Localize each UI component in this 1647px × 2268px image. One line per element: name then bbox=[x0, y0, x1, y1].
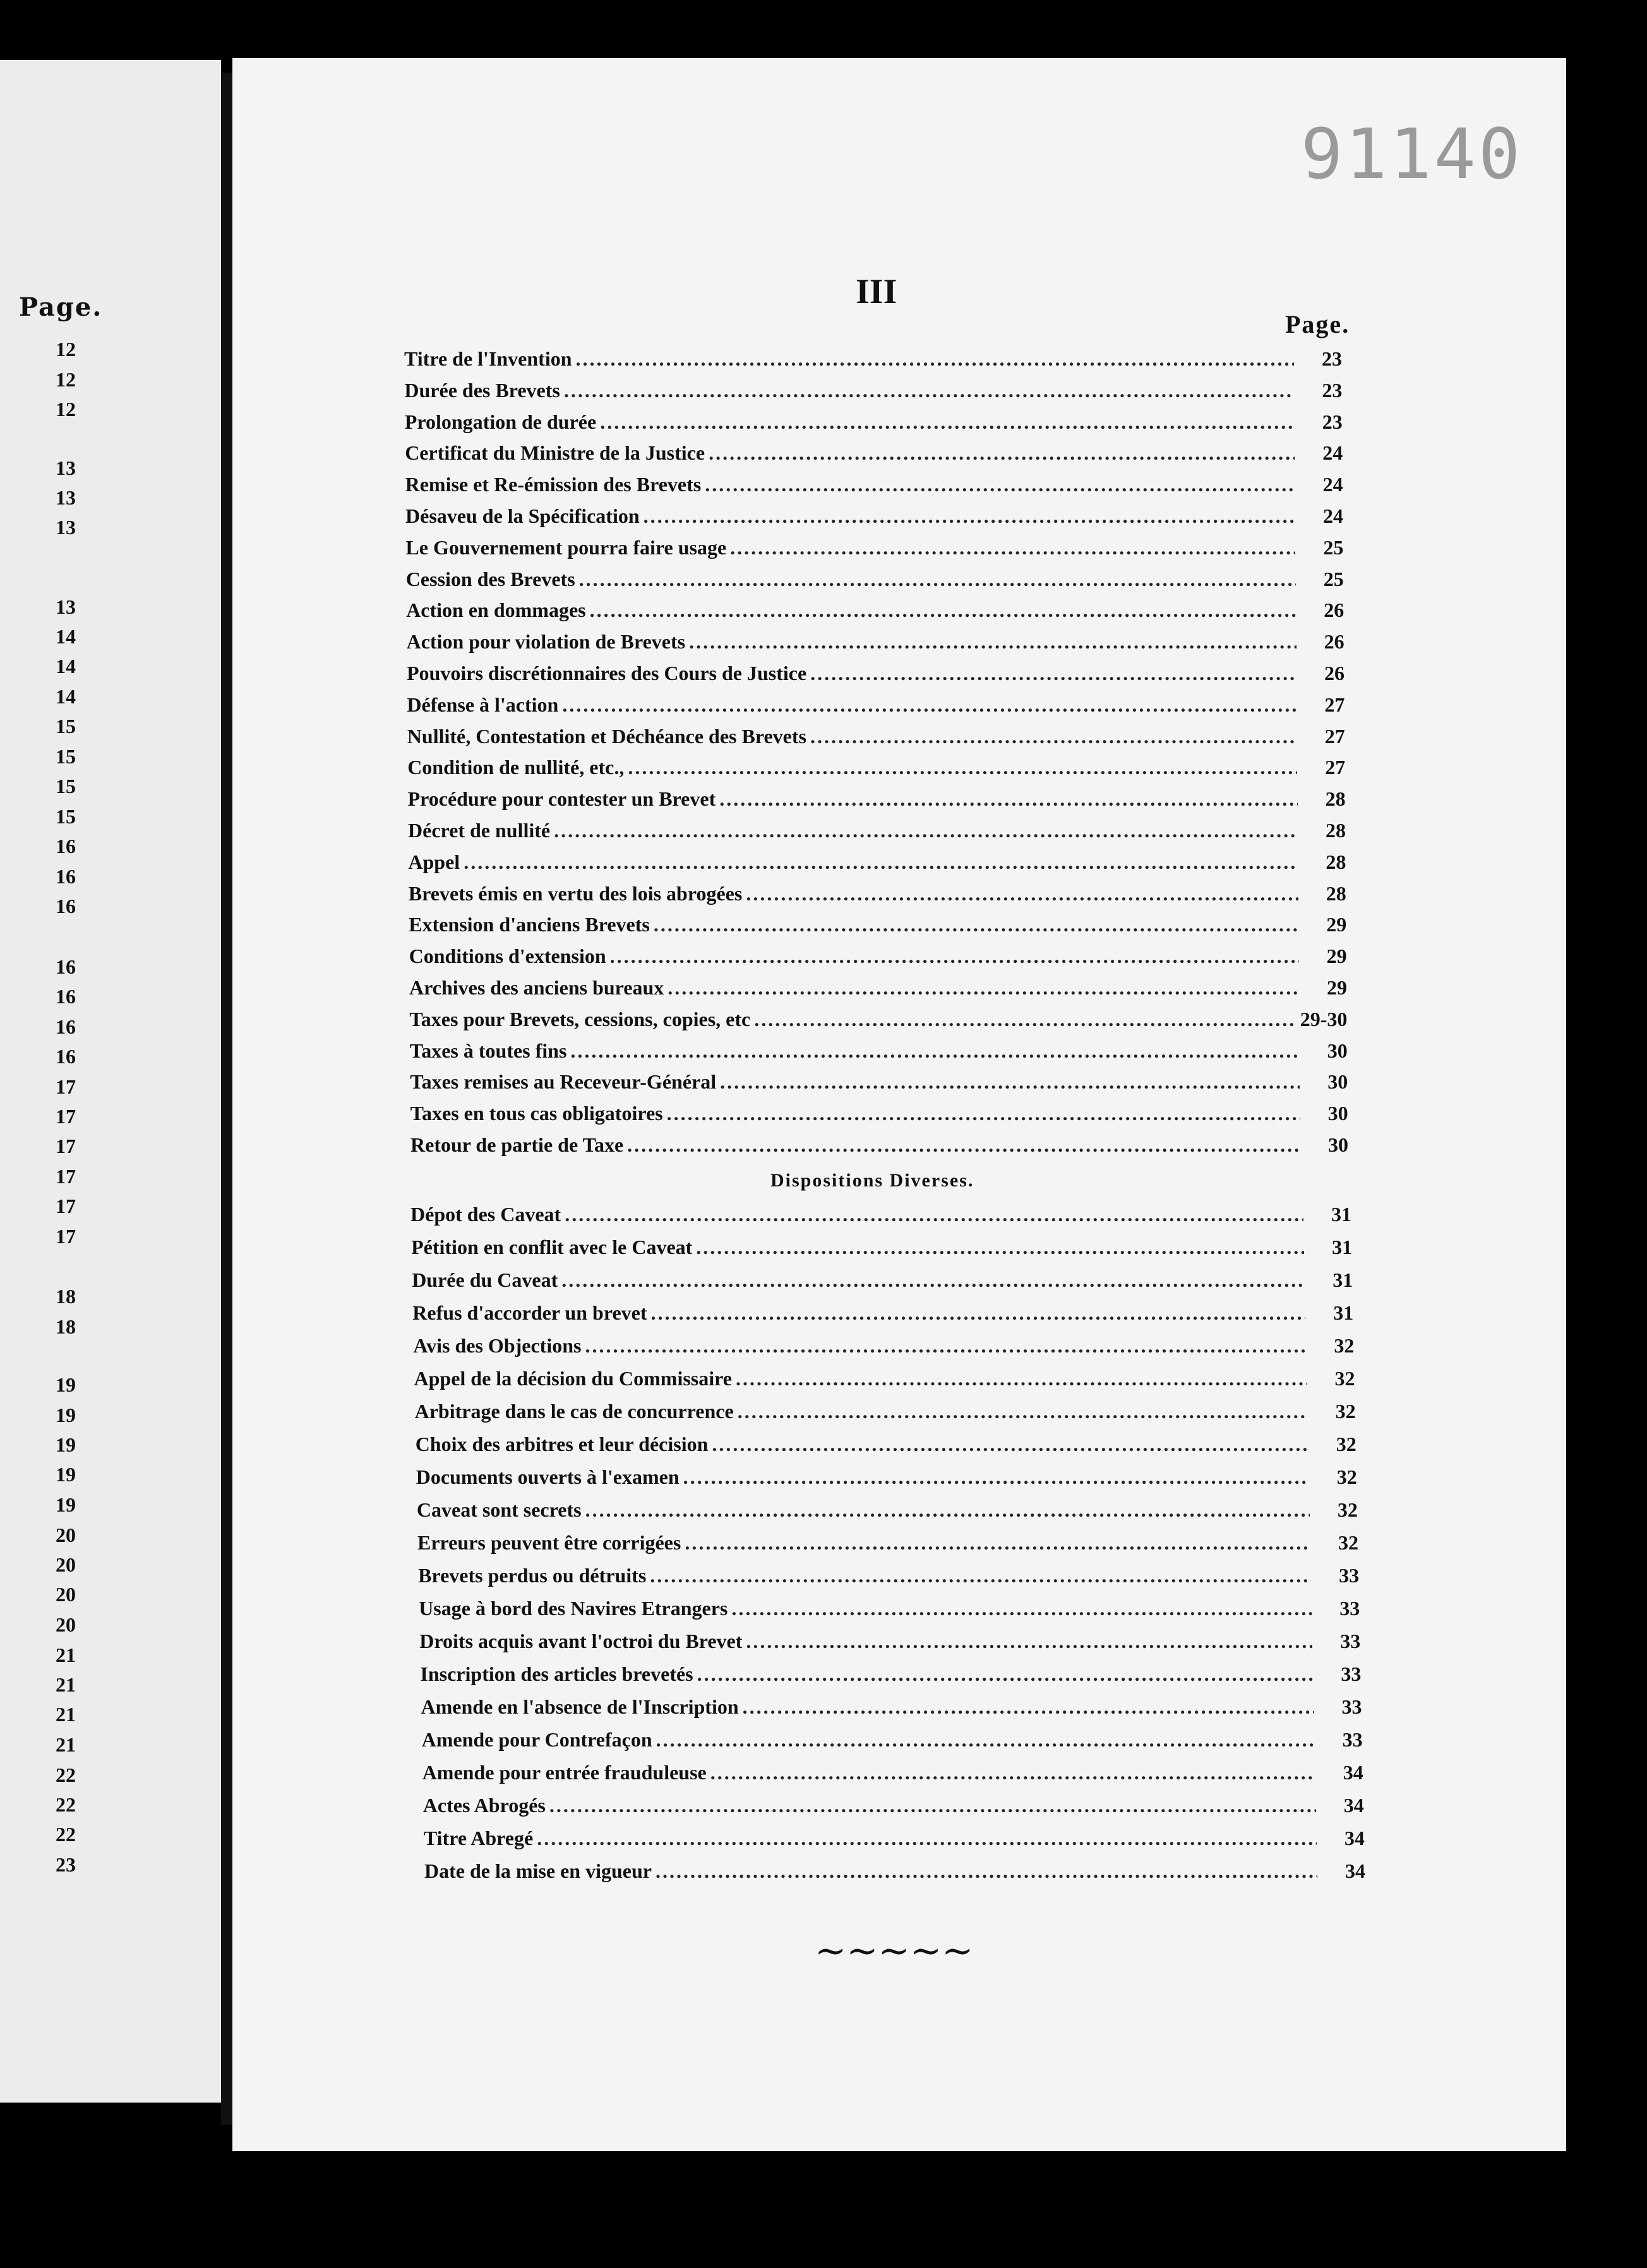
entry-page: 31 bbox=[1331, 1203, 1351, 1226]
left-page-number: 15 bbox=[56, 715, 76, 737]
left-page-number: 12 bbox=[56, 338, 76, 361]
leader-dots bbox=[719, 787, 1297, 811]
toc-entry bbox=[407, 630, 1345, 654]
entry-title: Erreurs peuvent être corrigées bbox=[417, 1531, 681, 1554]
entry-page: 31 bbox=[1333, 1268, 1353, 1291]
left-page-number: 18 bbox=[56, 1315, 76, 1338]
entry-title: Remise et Re-émission des Brevets bbox=[405, 473, 702, 496]
entry-page: 23 bbox=[1322, 410, 1343, 433]
leader-dots bbox=[654, 913, 1298, 936]
toc-entry bbox=[408, 850, 1346, 874]
leader-dots bbox=[697, 1662, 1314, 1686]
toc-entry bbox=[405, 504, 1343, 528]
toc-entry bbox=[412, 1268, 1353, 1292]
toc-entry bbox=[417, 1498, 1358, 1522]
leader-dots bbox=[746, 1630, 1312, 1653]
toc-entry bbox=[418, 1564, 1359, 1587]
leader-dots bbox=[743, 1695, 1314, 1719]
entry-page: 34 bbox=[1345, 1859, 1365, 1882]
entry-page: 33 bbox=[1341, 1662, 1362, 1685]
entry-page: 24 bbox=[1322, 441, 1343, 465]
page-column-header: Page. bbox=[1285, 310, 1350, 338]
leader-dots bbox=[712, 1433, 1308, 1456]
entry-page: 32 bbox=[1337, 1498, 1358, 1521]
leader-dots bbox=[628, 756, 1297, 779]
entry-page: 27 bbox=[1325, 756, 1346, 779]
leader-dots bbox=[627, 1133, 1300, 1157]
leader-dots bbox=[585, 1498, 1310, 1522]
entry-title: Durée des Brevets bbox=[404, 378, 560, 402]
entry-title: Choix des arbitres et leur décision bbox=[415, 1433, 709, 1455]
toc-entry bbox=[404, 347, 1342, 371]
leader-dots bbox=[709, 441, 1295, 465]
entry-page: 34 bbox=[1343, 1794, 1364, 1817]
toc-entry bbox=[410, 1203, 1351, 1226]
entry-page: 31 bbox=[1333, 1301, 1354, 1324]
toc-entry bbox=[416, 1465, 1357, 1489]
entry-page: 24 bbox=[1322, 473, 1343, 496]
leader-dots bbox=[562, 693, 1297, 717]
left-page-number: 15 bbox=[56, 805, 76, 828]
entry-title: Décret de nullité bbox=[408, 819, 551, 842]
entry-title: Certificat du Ministre de la Justice bbox=[405, 441, 705, 465]
entry-page: 33 bbox=[1342, 1728, 1363, 1751]
leader-dots bbox=[685, 1531, 1310, 1555]
leader-dots bbox=[650, 1564, 1311, 1587]
entry-title: Désaveu de la Spécification bbox=[405, 504, 640, 527]
left-page-number: 20 bbox=[56, 1524, 76, 1546]
entry-page: 33 bbox=[1340, 1630, 1361, 1652]
entry-page: 23 bbox=[1322, 378, 1343, 402]
leader-dots bbox=[570, 1039, 1299, 1063]
left-page-fragment bbox=[0, 60, 221, 2103]
entry-title: Droits acquis avant l'octroi du Brevet bbox=[419, 1630, 743, 1652]
entry-page: 28 bbox=[1326, 819, 1346, 842]
leader-dots bbox=[656, 1728, 1315, 1752]
entry-title: Cession des Brevets bbox=[405, 567, 575, 590]
entry-title: Nullité, Contestation et Déchéance des Brevets bbox=[407, 724, 806, 748]
entry-title: Caveat sont secrets bbox=[416, 1498, 582, 1521]
left-page-number: 17 bbox=[56, 1105, 76, 1128]
leader-dots bbox=[683, 1465, 1309, 1489]
left-page-number: 12 bbox=[56, 398, 76, 421]
left-page-number: 20 bbox=[56, 1553, 76, 1576]
toc-entry bbox=[413, 1334, 1354, 1358]
leader-dots bbox=[810, 725, 1297, 748]
toc-entry bbox=[422, 1728, 1363, 1752]
left-page-number: 14 bbox=[56, 625, 76, 648]
entry-page: 32 bbox=[1335, 1400, 1356, 1423]
left-page-number: 16 bbox=[56, 1015, 76, 1038]
left-page-header: Page. bbox=[19, 292, 103, 322]
leader-dots bbox=[738, 1400, 1308, 1423]
entry-page: 33 bbox=[1339, 1564, 1360, 1587]
entry-page: 25 bbox=[1323, 567, 1344, 590]
entry-page: 29 bbox=[1326, 945, 1347, 968]
toc-entry bbox=[405, 441, 1343, 465]
toc-entry bbox=[419, 1630, 1360, 1653]
entry-page: 32 bbox=[1334, 1334, 1355, 1357]
entry-title: Extension d'anciens Brevets bbox=[409, 913, 650, 936]
toc-entry bbox=[422, 1761, 1363, 1784]
left-page-number: 22 bbox=[56, 1823, 76, 1846]
section-heading: Dispositions Diverses. bbox=[770, 1170, 974, 1191]
entry-title: Titre de l'Invention bbox=[404, 347, 572, 370]
left-page-number: 16 bbox=[56, 895, 76, 917]
entry-title: Dépot des Caveat bbox=[410, 1203, 561, 1226]
toc-entry bbox=[406, 599, 1344, 622]
left-page-number: 22 bbox=[56, 1793, 76, 1816]
leader-dots bbox=[585, 1334, 1306, 1358]
entry-title: Taxes en tous cas obligatoires bbox=[410, 1102, 663, 1125]
entry-title: Prolongation de durée bbox=[404, 410, 597, 433]
toc-entry bbox=[424, 1859, 1365, 1883]
toc-entry bbox=[409, 945, 1347, 968]
left-page-number: 16 bbox=[56, 865, 76, 888]
leader-dots bbox=[549, 1794, 1316, 1817]
entry-title: Inscription des articles brevetés bbox=[420, 1662, 693, 1685]
entry-title: Appel bbox=[408, 850, 460, 873]
leader-dots bbox=[705, 473, 1295, 496]
leader-dots bbox=[561, 1268, 1305, 1292]
entry-page: 33 bbox=[1339, 1597, 1360, 1620]
left-page-number: 19 bbox=[56, 1493, 76, 1516]
left-page-number: 13 bbox=[56, 457, 76, 479]
entry-page: 28 bbox=[1326, 881, 1346, 905]
left-page-number: 19 bbox=[56, 1404, 76, 1426]
left-page-number: 13 bbox=[56, 486, 76, 509]
entry-page: 32 bbox=[1336, 1465, 1357, 1488]
toc-entry bbox=[410, 1133, 1348, 1157]
entry-title: Brevets perdus ou détruits bbox=[418, 1564, 647, 1587]
left-page-number: 21 bbox=[56, 1733, 76, 1756]
entry-title: Pétition en conflit avec le Caveat bbox=[411, 1236, 693, 1258]
toc-entry bbox=[411, 1236, 1352, 1259]
left-page-number: 22 bbox=[56, 1764, 76, 1786]
entry-page: 29 bbox=[1326, 913, 1347, 936]
toc-entry bbox=[414, 1367, 1355, 1390]
toc-entry bbox=[410, 1039, 1348, 1063]
leader-dots bbox=[667, 1102, 1300, 1125]
entry-page: 24 bbox=[1323, 504, 1343, 527]
leader-dots bbox=[576, 347, 1294, 371]
toc-entry bbox=[417, 1531, 1358, 1555]
entry-page: 29-30 bbox=[1300, 1007, 1348, 1030]
leader-dots bbox=[736, 1367, 1307, 1390]
entry-page: 33 bbox=[1341, 1695, 1362, 1718]
catalog-stamp: 91140 bbox=[1301, 114, 1523, 194]
entry-page: 32 bbox=[1338, 1531, 1358, 1554]
left-page-number: 14 bbox=[56, 685, 76, 708]
entry-page: 28 bbox=[1325, 787, 1346, 811]
toc-entry bbox=[421, 1695, 1362, 1719]
leader-dots bbox=[746, 882, 1298, 905]
left-page-number: 12 bbox=[56, 368, 76, 391]
leader-dots bbox=[720, 1070, 1300, 1094]
entry-title: Date de la mise en vigueur bbox=[424, 1859, 652, 1882]
entry-title: Brevets émis en vertu des lois abrogées bbox=[408, 881, 743, 905]
entry-page: 30 bbox=[1327, 1102, 1348, 1125]
entry-title: Défense à l'action bbox=[407, 693, 559, 716]
entry-title: Pouvoirs discrétionnaires des Cours de Justice bbox=[407, 662, 807, 684]
entry-title: Actes Abrogés bbox=[422, 1794, 546, 1817]
leader-dots bbox=[696, 1236, 1304, 1259]
leader-dots bbox=[710, 1761, 1315, 1784]
toc-entry bbox=[408, 819, 1346, 842]
entry-title: Avis des Objections bbox=[413, 1334, 582, 1357]
toc-entry bbox=[409, 1008, 1347, 1031]
leader-dots bbox=[731, 1597, 1312, 1620]
leader-dots bbox=[579, 568, 1296, 591]
toc-entry bbox=[405, 536, 1343, 559]
entry-page: 32 bbox=[1334, 1367, 1355, 1390]
entry-title: Taxes pour Brevets, cessions, copies, etc bbox=[409, 1007, 751, 1030]
entry-title: Amende pour entrée frauduleuse bbox=[422, 1761, 707, 1784]
left-page-number: 17 bbox=[56, 1225, 76, 1248]
toc-entry bbox=[407, 756, 1345, 779]
left-page-number: 17 bbox=[56, 1135, 76, 1157]
entry-title: Appel de la décision du Commissaire bbox=[414, 1367, 732, 1390]
entry-page: 26 bbox=[1324, 599, 1345, 622]
left-page-number: 23 bbox=[56, 1853, 76, 1876]
leader-dots bbox=[689, 630, 1297, 654]
left-page-number: 16 bbox=[56, 1045, 76, 1068]
entry-page: 27 bbox=[1324, 693, 1345, 716]
entry-page: 27 bbox=[1324, 724, 1345, 748]
leader-dots bbox=[730, 536, 1295, 559]
toc-entry bbox=[407, 662, 1345, 685]
entry-title: Condition de nullité, etc., bbox=[407, 756, 625, 779]
left-page-number: 19 bbox=[56, 1433, 76, 1456]
entry-page: 26 bbox=[1324, 630, 1345, 654]
entry-page: 30 bbox=[1327, 1070, 1348, 1094]
toc-entry bbox=[410, 1070, 1348, 1094]
entry-page: 29 bbox=[1327, 976, 1347, 999]
entry-page: 34 bbox=[1344, 1827, 1365, 1849]
leader-dots bbox=[464, 850, 1298, 874]
entry-title: Titre Abregé bbox=[423, 1827, 534, 1849]
toc-entry bbox=[407, 725, 1345, 748]
entry-page: 34 bbox=[1343, 1761, 1363, 1784]
left-page-number: 20 bbox=[56, 1583, 76, 1606]
left-page-number: 19 bbox=[56, 1373, 76, 1396]
toc-entry bbox=[408, 787, 1346, 811]
left-page-number: 21 bbox=[56, 1673, 76, 1696]
left-page-number: 17 bbox=[56, 1075, 76, 1098]
entry-title: Taxes remises au Receveur-Général bbox=[410, 1070, 717, 1094]
toc-entry bbox=[407, 693, 1345, 717]
left-page-number: 14 bbox=[56, 655, 76, 677]
toc-entry bbox=[419, 1597, 1360, 1620]
leader-dots bbox=[537, 1827, 1317, 1850]
entry-page: 23 bbox=[1322, 347, 1342, 370]
leader-dots bbox=[651, 1301, 1306, 1325]
ornament: ~~~~~ bbox=[815, 1929, 974, 1973]
book-spine bbox=[221, 73, 232, 2125]
leader-dots bbox=[565, 1203, 1303, 1226]
left-page-number: 13 bbox=[56, 595, 76, 618]
entry-page: 31 bbox=[1332, 1236, 1353, 1258]
leader-dots bbox=[564, 379, 1295, 402]
entry-page: 25 bbox=[1323, 535, 1344, 559]
entry-page: 32 bbox=[1336, 1433, 1357, 1455]
toc-entry bbox=[410, 1102, 1348, 1125]
toc-entry bbox=[409, 913, 1346, 936]
toc-entry bbox=[404, 379, 1342, 402]
entry-title: Conditions d'extension bbox=[409, 945, 606, 968]
toc-entry bbox=[405, 473, 1343, 496]
entry-title: Arbitrage dans le cas de concurrence bbox=[414, 1400, 734, 1423]
entry-title: Retour de partie de Taxe bbox=[410, 1133, 624, 1156]
left-page-number: 17 bbox=[56, 1195, 76, 1217]
leader-dots bbox=[754, 1008, 1297, 1031]
toc-entry bbox=[423, 1794, 1364, 1817]
entry-title: Action pour violation de Brevets bbox=[406, 630, 686, 654]
left-page-number: 13 bbox=[56, 516, 76, 539]
left-page-number: 16 bbox=[56, 985, 76, 1008]
entry-title: Refus d'accorder un brevet bbox=[412, 1301, 647, 1324]
toc-entry bbox=[405, 410, 1343, 434]
left-page-number: 15 bbox=[56, 775, 76, 797]
entry-title: Archives des anciens bureaux bbox=[409, 976, 664, 999]
entry-page: 30 bbox=[1327, 1039, 1348, 1062]
leader-dots bbox=[644, 504, 1295, 528]
leader-dots bbox=[610, 945, 1299, 968]
leader-dots bbox=[668, 976, 1299, 1000]
entry-title: Action en dommages bbox=[406, 599, 586, 622]
leader-dots bbox=[656, 1859, 1317, 1883]
left-page-number: 21 bbox=[56, 1703, 76, 1726]
left-page-number: 16 bbox=[56, 955, 76, 978]
toc-entry bbox=[424, 1827, 1365, 1850]
entry-title: Durée du Caveat bbox=[412, 1268, 558, 1291]
page-number: III bbox=[856, 272, 897, 311]
toc-entry bbox=[409, 882, 1346, 905]
left-page-number: 21 bbox=[56, 1644, 76, 1666]
toc-entry bbox=[406, 568, 1344, 591]
leader-dots bbox=[600, 410, 1295, 434]
entry-title: Amende pour Contrefaçon bbox=[421, 1728, 652, 1751]
toc-entry bbox=[420, 1662, 1361, 1686]
left-page-number: 18 bbox=[56, 1285, 76, 1308]
entry-page: 30 bbox=[1328, 1133, 1348, 1156]
entry-page: 26 bbox=[1324, 662, 1345, 684]
toc-entry bbox=[412, 1301, 1353, 1325]
entry-title: Usage à bord des Navires Etrangers bbox=[419, 1597, 728, 1620]
leader-dots bbox=[810, 662, 1297, 685]
toc-entry bbox=[416, 1433, 1357, 1456]
left-page-number: 19 bbox=[56, 1463, 76, 1486]
left-page-number: 20 bbox=[56, 1613, 76, 1636]
left-page-number: 17 bbox=[56, 1165, 76, 1188]
entry-title: Amende en l'absence de l'Inscription bbox=[421, 1695, 739, 1718]
entry-title: Taxes à toutes fins bbox=[409, 1039, 567, 1062]
leader-dots bbox=[590, 599, 1297, 622]
leader-dots bbox=[554, 819, 1298, 842]
entry-title: Procédure pour contester un Brevet bbox=[407, 787, 716, 811]
toc-entry bbox=[409, 976, 1347, 1000]
left-page-number: 15 bbox=[56, 745, 76, 768]
left-page-number: 16 bbox=[56, 835, 76, 857]
entry-title: Le Gouvernement pourra faire usage bbox=[405, 535, 727, 559]
toc-entry bbox=[415, 1400, 1356, 1423]
entry-title: Documents ouverts à l'examen bbox=[416, 1465, 680, 1488]
entry-page: 28 bbox=[1326, 850, 1346, 873]
